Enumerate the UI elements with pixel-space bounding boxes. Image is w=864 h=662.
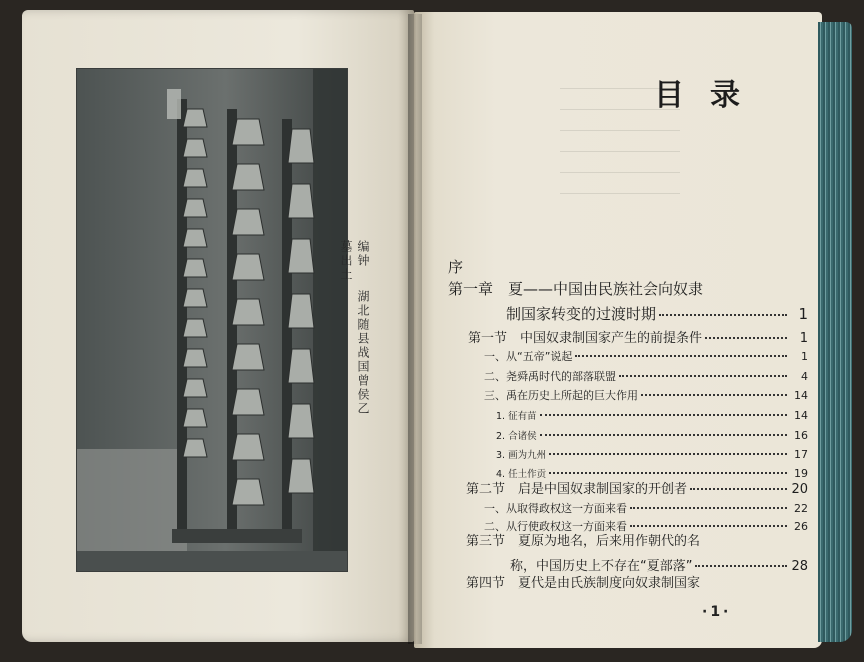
photo-caption bbox=[339, 240, 372, 420]
leader-dots bbox=[690, 488, 787, 490]
toc-title: 目录 bbox=[654, 78, 766, 113]
toc-entry-label: 称，中国历史上不存在“夏部落” bbox=[510, 559, 693, 574]
toc-entry[interactable] bbox=[466, 572, 808, 591]
leader-dots bbox=[630, 507, 787, 509]
toc-entry-label: 第一节 中国奴隶制国家产生的前提条件 bbox=[468, 331, 703, 346]
leader-dots bbox=[619, 375, 787, 377]
toc-entry[interactable] bbox=[496, 428, 808, 442]
toc-entry[interactable] bbox=[448, 256, 774, 277]
toc-entry-label: 第三节 夏原为地名，后来用作朝代的名 bbox=[466, 534, 701, 549]
toc-entry-label: 第一章 夏——中国由民族社会向奴隶 bbox=[448, 280, 704, 298]
toc-entry-page: 28 bbox=[791, 559, 808, 574]
toc-entry[interactable] bbox=[496, 447, 808, 461]
toc-entry-page: 17 bbox=[794, 448, 808, 461]
toc-entry[interactable] bbox=[466, 530, 808, 549]
toc-entry-label: 1. 征有苗 bbox=[496, 411, 537, 422]
book-gutter bbox=[408, 14, 422, 644]
toc-entry-label: 制国家转变的过渡时期 bbox=[506, 305, 657, 323]
leader-dots bbox=[705, 337, 787, 339]
caption-name: 编钟 bbox=[356, 240, 370, 268]
leader-dots bbox=[540, 434, 787, 436]
toc-entry-label: 序 bbox=[448, 258, 464, 276]
page-number: ·1· bbox=[702, 604, 732, 620]
page-edges bbox=[818, 22, 852, 642]
leader-dots bbox=[549, 453, 787, 455]
toc-entry-page: 16 bbox=[794, 429, 808, 442]
toc-entry-label: 3. 画为九州 bbox=[496, 450, 547, 461]
toc-entry-page: 14 bbox=[794, 389, 808, 402]
leader-dots bbox=[659, 314, 787, 316]
leader-dots bbox=[641, 394, 787, 396]
toc-entry[interactable] bbox=[496, 408, 808, 422]
toc-entry-page: 1 bbox=[801, 350, 808, 363]
caption-text: 湖北随县战国曾侯乙墓出土 bbox=[339, 240, 370, 416]
toc-entry-page: 14 bbox=[794, 409, 808, 422]
toc-entry[interactable] bbox=[484, 368, 808, 384]
toc-entry-page: 1 bbox=[798, 305, 808, 323]
toc-entry-label: 三、禹在历史上所起的巨大作用 bbox=[484, 389, 638, 402]
toc-entry-page: 1 bbox=[799, 331, 808, 346]
toc-entry[interactable] bbox=[484, 348, 808, 364]
toc-entry[interactable] bbox=[484, 387, 808, 403]
toc-entry-label: 二、从行使政权这一方面来看 bbox=[484, 520, 627, 533]
toc-entry-label: 一、从取得政权这一方面来看 bbox=[484, 502, 627, 515]
toc-entry[interactable] bbox=[448, 278, 774, 299]
toc-entry-label: 二、尧舜禹时代的部落联盟 bbox=[484, 370, 616, 383]
bronze-bells-photo bbox=[76, 68, 348, 572]
toc-entry-label: 第四节 夏代是由氏族制度向奴隶制国家 bbox=[466, 576, 701, 591]
leader-dots bbox=[630, 525, 787, 527]
toc-entry-label: 第二节 启是中国奴隶制国家的开创者 bbox=[466, 482, 688, 497]
leader-dots bbox=[549, 472, 787, 474]
toc-entry[interactable] bbox=[468, 327, 808, 346]
toc-entry-page: 26 bbox=[794, 520, 808, 533]
leader-dots bbox=[695, 565, 787, 567]
toc-entry-label: 一、从“五帝”说起 bbox=[484, 350, 573, 363]
toc-entry-page: 20 bbox=[791, 482, 808, 497]
toc-entry-page: 22 bbox=[794, 502, 808, 515]
toc-entry[interactable] bbox=[466, 478, 808, 497]
toc-entry[interactable] bbox=[506, 303, 808, 324]
bronze-bells-image bbox=[77, 69, 347, 571]
toc-entry-label: 2. 合诸侯 bbox=[496, 431, 537, 442]
toc-entry-page: 19 bbox=[794, 467, 808, 480]
leader-dots bbox=[575, 355, 787, 357]
toc-entry[interactable] bbox=[484, 500, 808, 516]
toc-entry-page: 4 bbox=[801, 370, 808, 383]
leader-dots bbox=[540, 414, 787, 416]
toc-entry-label: 4. 任土作贡 bbox=[496, 469, 547, 480]
